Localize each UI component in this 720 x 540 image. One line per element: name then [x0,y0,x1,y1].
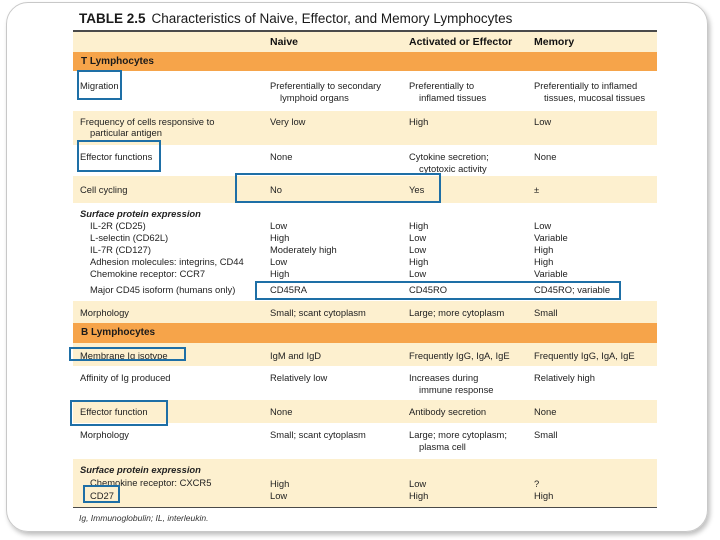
row-label: IL-2R (CD25) [90,220,146,231]
cell: Increases during [409,372,479,383]
cell: None [270,151,293,162]
cell: Frequently IgG, IgA, IgE [534,350,635,361]
highlight-box-cell-cycling [235,173,441,203]
cell: Relatively low [270,372,328,383]
cell: inflamed tissues [419,92,487,103]
cell: Frequently IgG, IgA, IgE [409,350,510,361]
cell: High [534,244,554,255]
col-effector-header: Activated or Effector [409,36,513,48]
cell: High [270,232,290,243]
row-label-cd27: CD27 [90,490,114,501]
col-naive-header: Naive [270,36,299,48]
cell: CD45RA [270,284,307,295]
cell: High [534,256,554,267]
row-label-migration: Migration [80,80,119,91]
cell: High [270,478,290,489]
cell: Preferentially to inflamed [534,80,638,91]
col-memory-header: Memory [534,36,575,48]
row-label: Adhesion molecules: integrins, CD44 [90,256,244,267]
cell: Preferentially to secondary [270,80,381,91]
cell: Small; scant cytoplasm [270,429,366,440]
row-label: L-selectin (CD62L) [90,232,169,243]
cell: Low [270,256,288,267]
cell: Relatively high [534,372,595,383]
cell: Variable [534,268,568,279]
row-label: Chemokine receptor: CCR7 [90,268,206,279]
table-caption: Characteristics of Naive, Effector, and Memory Lymphocytes [151,11,513,26]
cell: immune response [419,384,494,395]
row-label-effector-function-b: Effector function [80,406,148,417]
cell: Low [409,478,427,489]
cell: Small [534,307,558,318]
cell: Low [409,268,427,279]
cell: Low [270,490,288,501]
row-label-affinity: Affinity of Ig produced [80,372,171,383]
cell: High [409,116,429,127]
row-label-membrane-ig: Membrane Ig isotype [80,350,168,361]
table-number: TABLE 2.5 [79,11,146,26]
cell: Large; more cytoplasm; [409,429,507,440]
cell: Small [534,429,558,440]
cell: cytotoxic activity [419,163,487,174]
cell: ? [534,478,540,489]
cell: Low [409,232,427,243]
bottom-rule [73,507,657,508]
footnote: Ig, Immunoglobulin; IL, interleukin. [79,513,209,523]
row-label-effector-functions: Effector functions [80,151,153,162]
section-b-lymphocytes: B Lymphocytes [73,323,657,343]
highlight-box-migration [77,70,122,100]
row-label-frequency-2: particular antigen [90,127,162,138]
highlight-box-cd27 [83,485,120,503]
cell: High [409,220,429,231]
top-rule [73,30,657,32]
cell: High [409,256,429,267]
table-title [79,11,512,26]
highlight-box-cd45 [255,281,621,300]
cell: Yes [409,184,425,195]
subheading-surface-b: Surface protein expression [80,464,201,475]
cell: Preferentially to [409,80,475,91]
cell: No [270,184,282,195]
cell: Small; scant cytoplasm [270,307,366,318]
cell: High [409,490,429,501]
cell: tissues, mucosal tissues [544,92,646,103]
cell: Very low [270,116,306,127]
cell: CD45RO [409,284,448,295]
cell: ± [534,184,540,195]
row-label: Chemokine receptor: CXCR5 [90,477,212,488]
cell: Low [409,244,427,255]
cell: None [534,406,557,417]
cell: CD45RO; variable [534,284,611,295]
cell: None [534,151,557,162]
cell: None [270,406,293,417]
cell: Low [534,116,552,127]
cell: lymphoid organs [280,92,349,103]
row-label: Major CD45 isoform (humans only) [90,284,236,295]
row-label: IL-7R (CD127) [90,244,151,255]
cell: Large; more cytoplasm [409,307,505,318]
cell: Low [534,220,552,231]
cell: High [534,490,554,501]
cell: Variable [534,232,568,243]
cell: IgM and IgD [270,350,322,361]
row-label-cell-cycling: Cell cycling [80,184,128,195]
cell: Antibody secretion [409,406,487,417]
row-label-morphology-t: Morphology [80,307,129,318]
subheading-surface-t: Surface protein expression [80,208,201,219]
highlight-box-membrane-ig [69,347,186,361]
cell: plasma cell [419,441,466,452]
highlight-box-effector-function [70,400,168,426]
cell: Low [270,220,288,231]
cell: Cytokine secretion; [409,151,489,162]
cell: Moderately high [270,244,337,255]
row-label-frequency: Frequency of cells responsive to [80,116,215,127]
row-label-morphology-b: Morphology [80,429,129,440]
cell: High [270,268,290,279]
highlight-box-effector-functions [77,140,161,172]
section-t-lymphocytes: T Lymphocytes [73,52,657,71]
